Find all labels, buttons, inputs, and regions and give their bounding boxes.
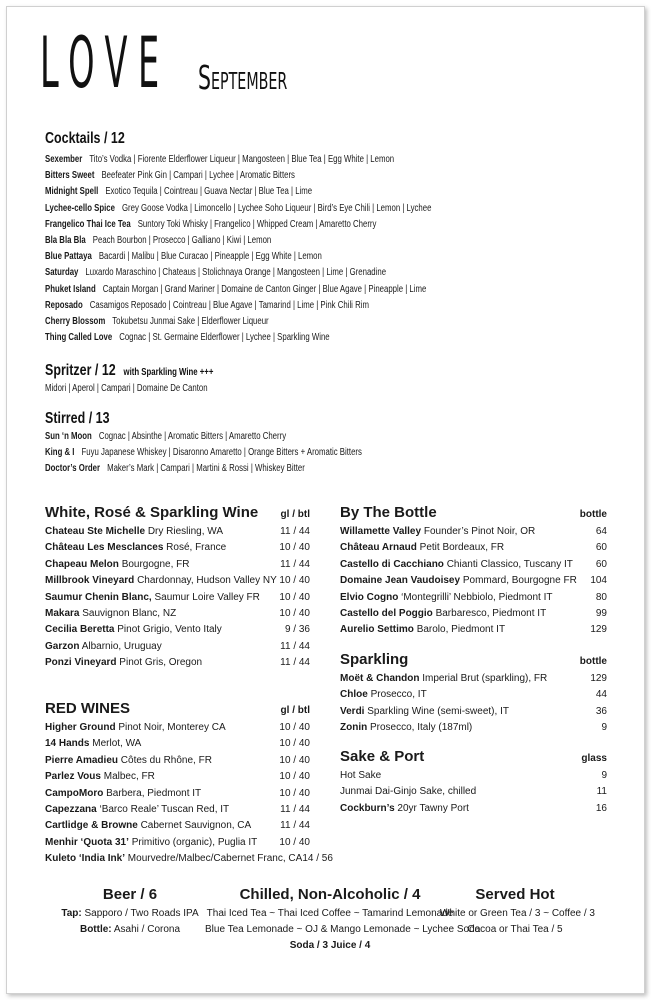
- wine-row: [45, 573, 310, 589]
- wine-description: Primitivo (organic), Puglia IT: [131, 836, 258, 848]
- wine-price: 10 / 40: [279, 771, 310, 783]
- wine-description: 20yr Tawny Port: [397, 802, 469, 814]
- wine-description: Prosecco, Italy (187ml): [370, 722, 473, 734]
- wine-row: [340, 687, 607, 703]
- wine-price: 99: [595, 607, 607, 619]
- sparkling-unit: bottle: [579, 656, 607, 667]
- wine-description: Pinot Gris, Oregon: [119, 657, 203, 669]
- wine-row: [45, 802, 310, 818]
- served-hot-heading: Served Hot: [475, 886, 555, 903]
- chilled-heading: Chilled, Non-Alcoholic / 4: [239, 886, 421, 903]
- wine-price: 104: [590, 575, 607, 587]
- wine-description: Saumur Loire Valley FR: [154, 591, 260, 603]
- beer-section: [60, 884, 200, 938]
- wine-price: 64: [595, 526, 607, 537]
- wine-price: 11 / 44: [280, 657, 310, 669]
- wine-description: Dry Riesling, WA: [147, 526, 224, 537]
- wine-row: [45, 540, 310, 556]
- wine-row: [45, 851, 333, 867]
- wine-row: [340, 573, 607, 589]
- wine-name: Willamette Valley: [340, 526, 422, 537]
- cocktail-item: [45, 201, 540, 217]
- wine-price: 80: [595, 591, 607, 603]
- wine-name: Menhir ‘Quota 31’: [45, 836, 129, 848]
- wine-price: 10 / 40: [279, 591, 310, 603]
- wine-price: 9 / 36: [284, 624, 310, 636]
- bottle-unit: bottle: [579, 509, 607, 520]
- stirred-item: [45, 429, 451, 445]
- wine-row: [45, 524, 310, 540]
- wine-price: 10 / 40: [279, 787, 310, 799]
- drink-name: King & I: [45, 447, 75, 459]
- drink-name: Saturday: [45, 267, 79, 279]
- cocktail-item: [45, 282, 540, 298]
- wine-row: [45, 557, 310, 573]
- menu-title: [40, 22, 342, 104]
- wine-name: Pierre Amadieu: [45, 754, 118, 766]
- stirred-list: [45, 429, 451, 478]
- wine-description: Chardonnay, Hudson Valley NY: [137, 575, 277, 587]
- red-wine-unit: gl / btl: [280, 705, 310, 716]
- drink-name: Bitters Sweet: [45, 170, 95, 182]
- cocktail-item: [45, 314, 540, 330]
- wine-description: Junmai Dai-Ginjo Sake, chilled: [340, 786, 477, 798]
- wine-price: 11 / 44: [280, 803, 310, 815]
- wine-price: 11 / 44: [280, 558, 310, 570]
- stirred-item: [45, 461, 451, 477]
- sake-port-heading: Sake & Port: [340, 748, 425, 765]
- wine-row: [45, 590, 310, 606]
- wine-description: Cabernet Sauvignon, CA: [140, 820, 252, 832]
- wine-row: [45, 736, 310, 752]
- cocktail-item: [45, 152, 540, 168]
- drink-ingredients: Luxardo Maraschino | Chateaus | Stolichnaya Orange | Mangosteen | Lime | Grenadine: [85, 267, 387, 279]
- wine-name: Aurelio Settimo: [340, 624, 414, 636]
- cocktail-list: [45, 152, 540, 346]
- wine-name: 14 Hands: [45, 738, 90, 750]
- wine-price: 9: [601, 770, 607, 781]
- wine-description: Barbera, Piedmont IT: [106, 787, 202, 799]
- wine-name: Makara: [45, 607, 80, 619]
- wine-row: [45, 622, 310, 638]
- wine-description: Rosé, France: [166, 542, 227, 554]
- wine-description: Pinot Grigio, Vento Italy: [117, 624, 222, 636]
- drink-name: Midnight Spell: [45, 186, 99, 198]
- wine-row: [45, 606, 310, 622]
- wine-description: Sauvignon Blanc, NZ: [82, 607, 177, 619]
- wine-price: 10 / 40: [279, 738, 310, 750]
- drink-name: Doctor’s Order: [45, 463, 101, 475]
- wine-price: 10 / 40: [279, 542, 310, 554]
- drink-ingredients: Casamigos Reposado | Cointreau | Blue Agave | Tamarind | Lime | Pink Chili Rim: [89, 299, 369, 311]
- wine-name: Château Arnaud: [340, 542, 417, 554]
- wine-price: 11 / 44: [280, 820, 310, 832]
- wine-name: Cockburn’s: [340, 802, 395, 814]
- wine-row: [340, 704, 607, 720]
- white-wine-section: [45, 504, 310, 672]
- wine-description: Barolo, Piedmont IT: [416, 624, 506, 636]
- served-hot-line-2: Cocoa or Thai Tea / 5: [467, 924, 563, 935]
- wine-name: Capezzana: [45, 803, 97, 815]
- cocktail-item: [45, 168, 540, 184]
- cocktail-item: [45, 298, 540, 314]
- wine-price: 60: [595, 542, 607, 554]
- wine-name: Moët & Chandon: [340, 673, 420, 684]
- white-wine-heading: White, Rosé & Sparkling Wine: [45, 504, 259, 521]
- wine-row: [45, 655, 310, 671]
- wine-row: [340, 606, 607, 622]
- wine-description: Sparkling Wine (semi-sweet), IT: [367, 705, 509, 717]
- wine-description: Côtes du Rhône, FR: [120, 754, 212, 766]
- wine-row: [340, 524, 607, 540]
- bottle-section: [340, 504, 607, 639]
- spritzer-heading: Spritzer / 12 with Sparkling Wine +++: [45, 362, 214, 379]
- wine-name: Garzon: [45, 640, 80, 652]
- wine-price: 10 / 40: [279, 754, 310, 766]
- wine-price: 36: [595, 705, 607, 717]
- wine-description: ‘Barco Reale’ Tuscan Red, IT: [99, 803, 230, 815]
- wine-row: [45, 786, 310, 802]
- wine-description: Barbaresco, Piedmont IT: [435, 607, 547, 619]
- wine-description: Pommard, Bourgogne FR: [462, 575, 577, 587]
- drink-name: Frangelico Thai Ice Tea: [45, 218, 131, 230]
- wine-row: [45, 835, 310, 851]
- wine-name: Chateau Ste Michelle: [45, 526, 146, 537]
- beer-tap: Tap: Sapporo / Two Roads IPA: [61, 908, 199, 919]
- served-hot-section: [440, 884, 595, 938]
- wine-price: 11: [596, 786, 607, 798]
- cocktail-item: [45, 249, 540, 265]
- wine-name: Cartlidge & Browne: [45, 820, 138, 832]
- chilled-section: [205, 884, 481, 954]
- wine-name: Millbrook Vineyard: [45, 575, 135, 587]
- wine-description: Pinot Noir, Monterey CA: [118, 722, 226, 733]
- cocktails-heading: Cocktails / 12: [45, 130, 125, 147]
- wine-name: Saumur Chenin Blanc,: [45, 591, 152, 603]
- wine-name: Domaine Jean Vaudoisey: [340, 575, 461, 587]
- wine-price: 16: [595, 802, 607, 814]
- wine-price: 10 / 40: [279, 836, 310, 848]
- wine-description: Mourvedre/Malbec/Cabernet Franc, CA: [127, 853, 303, 865]
- title-love: LOVE: [40, 22, 170, 104]
- cocktail-item: [45, 184, 540, 200]
- wine-price: 129: [590, 624, 607, 636]
- sake-port-section: [340, 748, 607, 817]
- wine-description: ‘Montegrilli’ Nebbiolo, Piedmont IT: [401, 591, 553, 603]
- red-wine-heading: RED WINES: [45, 700, 131, 717]
- drink-ingredients: Maker’s Mark | Campari | Martini & Rossi | Whiskey Bitter: [107, 463, 305, 475]
- drink-ingredients: Grey Goose Vodka | Limoncello | Lychee Soho Liqueur | Bird’s Eye Chili | Lemon | Lychee: [121, 202, 432, 214]
- cocktail-item: [45, 330, 540, 346]
- drink-ingredients: Fuyu Japanese Whiskey | Disaronno Amaretto | Orange Bitters + Aromatic Bitters: [81, 447, 362, 459]
- served-hot-line-1: White or Green Tea / 3 ~ Coffee / 3: [440, 908, 595, 919]
- wine-name: Verdi: [340, 705, 365, 717]
- wine-name: Chapeau Melon: [45, 558, 119, 570]
- cocktail-item: [45, 217, 540, 233]
- cocktail-item: [45, 265, 540, 281]
- wine-name: Castello del Poggio: [340, 607, 433, 619]
- wine-name: Parlez Vous: [45, 771, 101, 783]
- drink-ingredients: Tito’s Vodka | Fiorente Elderflower Liqueur | Mangosteen | Blue Tea | Egg White | Lemon: [89, 154, 395, 165]
- wine-description: Imperial Brut (sparkling), FR: [422, 673, 548, 684]
- wine-description: Albarnio, Uruguay: [81, 640, 162, 652]
- wine-row: [340, 768, 607, 784]
- sparkling-heading: Sparkling: [340, 651, 409, 668]
- drink-ingredients: Captain Morgan | Grand Mariner | Domaine de Canton Ginger | Blue Agave | Pineapple | Lime: [102, 283, 427, 295]
- drink-name: Cherry Blossom: [45, 315, 106, 327]
- drink-name: Lychee-cello Spice: [45, 202, 115, 214]
- cocktail-item: [45, 233, 540, 249]
- wine-row: [340, 590, 607, 606]
- drink-name: Thing Called Love: [45, 332, 113, 344]
- wine-price: 129: [590, 673, 607, 684]
- wine-description: Bourgogne, FR: [121, 558, 190, 570]
- wine-row: [340, 720, 607, 736]
- wine-name: Cecilia Beretta: [45, 624, 115, 636]
- wine-row: [45, 753, 310, 769]
- chilled-line-2: Blue Tea Lemonade ~ OJ & Mango Lemonade ~ Lychee Soda: [205, 924, 481, 935]
- wine-price: 10 / 40: [279, 607, 310, 619]
- drink-ingredients: Beefeater Pink Gin | Campari | Lychee | Aromatic Bitters: [101, 170, 295, 182]
- wine-name: Elvio Cogno: [340, 591, 399, 603]
- beer-bottle: Bottle: Asahi / Corona: [79, 924, 181, 935]
- red-wine-section: [45, 700, 333, 868]
- spritzer-line: Midori | Aperol | Campari | Domaine De Canton: [45, 383, 208, 394]
- wine-row: [340, 784, 607, 800]
- wine-price: 60: [595, 558, 607, 570]
- drink-name: Bla Bla Bla: [45, 234, 86, 246]
- beer-heading: Beer / 6: [102, 886, 158, 903]
- drink-ingredients: Cognac | Absinthe | Aromatic Bitters | Amaretto Cherry: [98, 431, 287, 442]
- wine-row: [45, 720, 310, 736]
- wine-name: Kuleto ‘India Ink’: [45, 853, 126, 865]
- wine-description: Prosecco, IT: [370, 689, 427, 701]
- wine-name: Château Les Mesclances: [45, 542, 164, 554]
- bottle-heading: By The Bottle: [340, 504, 437, 521]
- wine-price: 11 / 44: [280, 526, 310, 537]
- wine-description: Merlot, WA: [92, 738, 142, 750]
- wine-row: [45, 818, 310, 834]
- drink-ingredients: Suntory Toki Whisky | Frangelico | Whipped Cream | Amaretto Cherry: [137, 218, 377, 230]
- wine-description: Chianti Classico, Tuscany IT: [446, 558, 573, 570]
- stirred-heading: Stirred / 13: [45, 410, 110, 427]
- wine-row: [340, 540, 607, 556]
- chilled-line-3: Soda / 3 Juice / 4: [289, 940, 371, 951]
- drink-name: Sexember: [45, 154, 83, 165]
- wine-name: Ponzi Vineyard: [45, 657, 117, 669]
- wine-description: Hot Sake: [340, 770, 382, 781]
- wine-price: 14 / 56: [302, 853, 333, 865]
- wine-price: 10 / 40: [279, 575, 310, 587]
- drink-ingredients: Bacardi | Malibu | Blue Curacao | Pineapple | Egg White | Lemon: [98, 251, 322, 263]
- drink-ingredients: Tokubetsu Junmai Sake | Elderflower Liqueur: [112, 315, 269, 327]
- wine-price: 44: [595, 689, 607, 701]
- wine-row: [340, 671, 607, 687]
- wine-name: Castello di Cacchiano: [340, 558, 444, 570]
- title-month: September: [198, 58, 288, 97]
- drink-ingredients: Cognac | St. Germaine Elderflower | Lychee | Sparkling Wine: [119, 332, 330, 344]
- wine-row: [340, 622, 607, 638]
- drink-ingredients: Peach Bourbon | Prosecco | Galliano | Kiwi | Lemon: [92, 234, 272, 246]
- drink-ingredients: Exotico Tequila | Cointreau | Guava Nectar | Blue Tea | Lime: [105, 186, 313, 198]
- wine-description: Founder’s Pinot Noir, OR: [423, 526, 536, 537]
- drink-name: Reposado: [45, 299, 83, 311]
- stirred-item: [45, 445, 451, 461]
- drink-name: Sun ‘n Moon: [45, 431, 92, 442]
- sake-port-unit: glass: [581, 753, 607, 764]
- white-wine-unit: gl / btl: [280, 509, 310, 520]
- drink-name: Phuket Island: [45, 283, 96, 295]
- wine-description: Petit Bordeaux, FR: [419, 542, 505, 554]
- wine-name: Chloe: [340, 689, 368, 701]
- wine-row: [340, 557, 607, 573]
- wine-description: Malbec, FR: [103, 771, 155, 783]
- wine-row: [340, 801, 607, 817]
- sparkling-section: [340, 651, 607, 737]
- wine-name: Higher Ground: [45, 722, 116, 733]
- wine-price: 11 / 44: [280, 640, 310, 652]
- drink-name: Blue Pattaya: [45, 251, 92, 263]
- wine-row: [45, 769, 310, 785]
- wine-row: [45, 639, 310, 655]
- wine-price: 9: [601, 722, 607, 734]
- chilled-line-1: Thai Iced Tea ~ Thai Iced Coffee ~ Tamarind Lemonade: [206, 908, 454, 919]
- wine-name: CampoMoro: [45, 787, 104, 799]
- wine-name: Zonin: [340, 722, 368, 734]
- wine-price: 10 / 40: [279, 722, 310, 733]
